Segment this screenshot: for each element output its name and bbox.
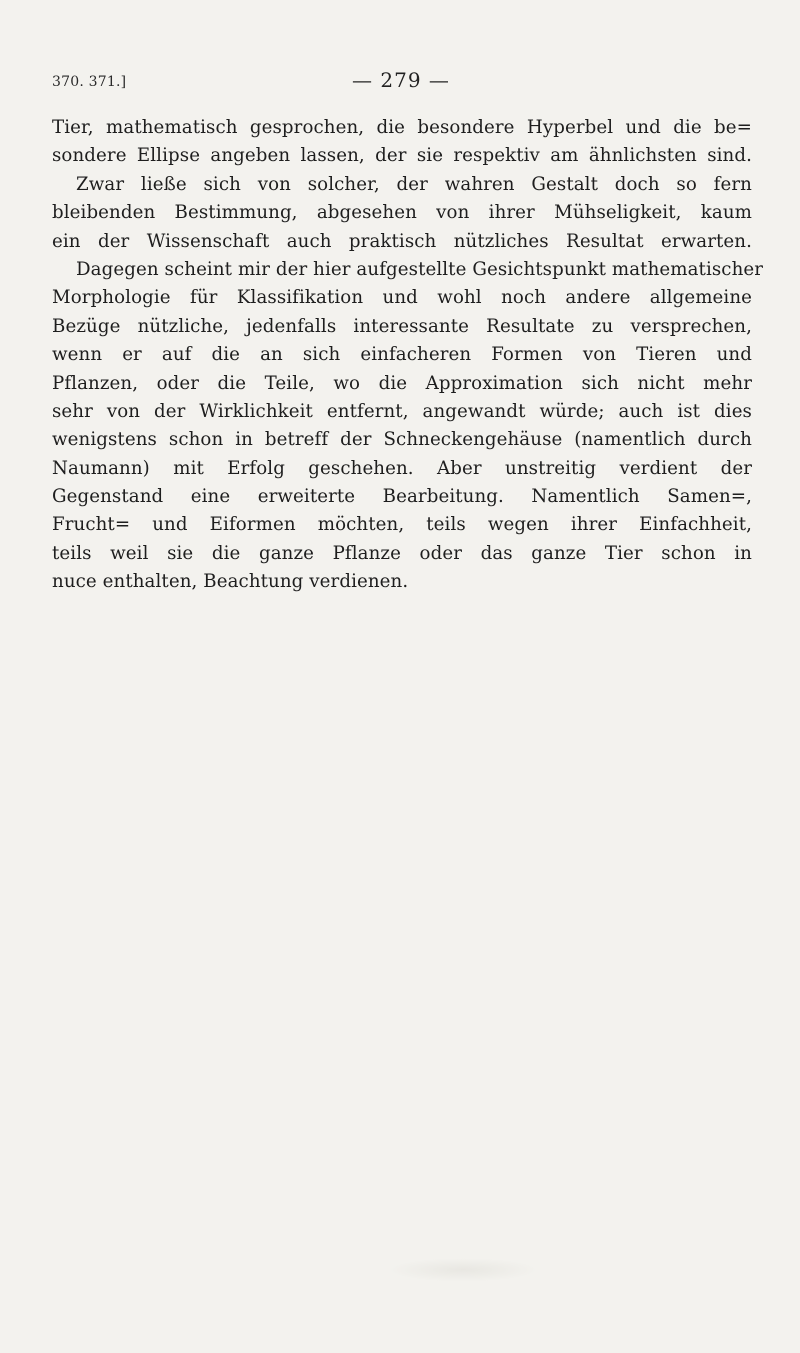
text-line: Frucht= und Eiformen möchten, teils wegen ihrer Einfachheit, <box>52 514 752 536</box>
text-line: sondere Ellipse angeben lassen, der sie respektiv am ähnlichsten sind. <box>52 145 752 167</box>
body-paragraph <box>52 114 764 597</box>
text-line: Tier, mathematisch gesprochen, die besondere Hyperbel und die be= <box>52 117 752 138</box>
text-line: sehr von der Wirklichkeit entfernt, angewandt würde; auch ist dies <box>52 400 752 422</box>
text-line: Gegenstand eine erweiterte Bearbeitung. Namentlich Samen=, <box>52 486 752 508</box>
text-line: ein der Wissenschaft auch praktisch nützliches Resultat erwarten. <box>52 230 752 252</box>
text-line: Bezüge nützliche, jedenfalls interessante Resultate zu versprechen, <box>52 315 752 337</box>
text-line: wenn er auf die an sich einfacheren Formen von Tieren und <box>52 344 752 366</box>
section-reference: 370. 371.] <box>52 74 127 90</box>
page-number: — 279 — <box>352 68 450 92</box>
page-header <box>52 68 750 104</box>
text-line: Naumann) mit Erfolg geschehen. Aber unstreitig verdient der <box>52 457 752 479</box>
text-line: Zwar ließe sich von solcher, der wahren Gestalt doch so fern <box>76 173 752 195</box>
text-line: Pflanzen, oder die Teile, wo die Approximation sich nicht mehr <box>52 372 752 394</box>
paper-smudge <box>388 1258 538 1282</box>
text-line: nuce enthalten, Beachtung verdienen. <box>52 571 409 593</box>
text-line: Morphologie für Klassifikation und wohl noch andere allgemeine <box>52 287 752 309</box>
text-line: bleibenden Bestimmung, abgesehen von ihrer Mühseligkeit, kaum <box>52 202 752 224</box>
text-line: teils weil sie die ganze Pflanze oder das ganze Tier schon in <box>52 542 752 564</box>
text-line: wenigstens schon in betreff der Schneckengehäuse (namentlich durch <box>52 429 752 451</box>
text-line: Dagegen scheint mir der hier aufgestellte Gesichtspunkt mathematischer <box>76 258 764 280</box>
